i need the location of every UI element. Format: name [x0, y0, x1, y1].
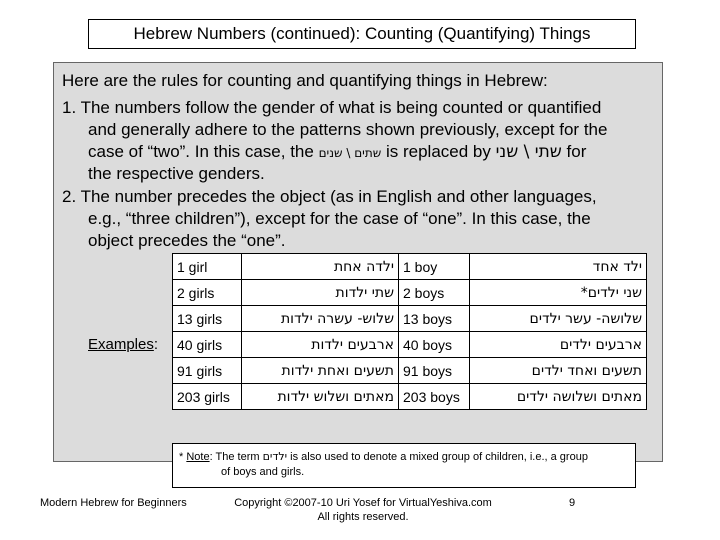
hebrew-two-old: שתים \ שנים [318, 146, 382, 160]
example-row [173, 280, 647, 306]
note-label: Note [186, 451, 210, 463]
examples-label: Examples: [88, 336, 159, 353]
example-row [173, 254, 647, 280]
note-line1: * Note: The term ילדים is also used to denote a mixed group of children, i.e., a group [179, 450, 588, 463]
note-line2: of boys and girls. [221, 466, 305, 478]
example-english-masculine: 203 boys [399, 384, 470, 410]
example-english-masculine: 2 boys [399, 280, 470, 306]
example-english-masculine: 1 boy [399, 254, 470, 280]
rule1-line1: 1. The numbers follow the gender of what is being counted or quantified [62, 98, 602, 117]
example-hebrew-masculine: ילד אחד [470, 254, 647, 280]
example-hebrew-masculine: תשעים ואחד ילדים [470, 358, 647, 384]
example-row [173, 358, 647, 384]
rule1-line3-a: case of “two”. In this case, the [88, 142, 314, 161]
rule1-line3-b: is replaced by [385, 142, 491, 161]
page-number: 9 [569, 497, 576, 509]
example-english-feminine: 1 girl [173, 254, 242, 280]
example-hebrew-masculine: ארבעים ילדים [470, 332, 647, 358]
note-box [172, 443, 636, 488]
example-english-feminine: 203 girls [173, 384, 242, 410]
intro-text: Here are the rules for counting and quantifying things in Hebrew: [62, 71, 548, 90]
example-english-masculine: 40 boys [399, 332, 470, 358]
footer-course: Modern Hebrew for Beginners [40, 497, 187, 509]
example-hebrew-masculine: שלושה- עשר ילדים [470, 306, 647, 332]
note-hebrew-word: ילדים [262, 450, 288, 463]
rule1-line4: the respective genders. [88, 164, 265, 183]
example-hebrew-masculine: מאתים ושלושה ילדים [470, 384, 647, 410]
example-english-feminine: 2 girls [173, 280, 242, 306]
example-english-feminine: 40 girls [173, 332, 242, 358]
rule1-line2: and generally adhere to the patterns shown previously, except for the [88, 120, 608, 139]
hebrew-two-new: שתי \ שני [495, 142, 562, 162]
example-hebrew-feminine: תשעים ואחת ילדות [242, 358, 399, 384]
examples-table [172, 253, 647, 410]
example-hebrew-masculine: שני ילדים* [470, 280, 647, 306]
example-hebrew-feminine: שלוש- עשרה ילדות [242, 306, 399, 332]
example-row [173, 306, 647, 332]
example-row [173, 384, 647, 410]
example-english-feminine: 91 girls [173, 358, 242, 384]
rule2-line2: e.g., “three children”), except for the case of “one”. In this case, the [88, 209, 591, 228]
example-english-feminine: 13 girls [173, 306, 242, 332]
example-hebrew-feminine: ילדה אחת [242, 254, 399, 280]
rule1-line3-c: for [566, 142, 587, 161]
rule2-line1: 2. The number precedes the object (as in English and other languages, [62, 187, 597, 206]
footer-copyright: Copyright ©2007-10 Uri Yosef for VirtualYeshiva.com All rights reserved. [234, 497, 492, 523]
example-english-masculine: 91 boys [399, 358, 470, 384]
rule1-line3 [88, 141, 586, 164]
example-english-masculine: 13 boys [399, 306, 470, 332]
page-title: Hebrew Numbers (continued): Counting (Quantifying) Things [88, 19, 636, 49]
example-hebrew-feminine: ארבעים ילדות [242, 332, 399, 358]
example-row [173, 332, 647, 358]
rule2-line3: object precedes the “one”. [88, 231, 286, 250]
example-hebrew-feminine: שתי ילדות [242, 280, 399, 306]
example-hebrew-feminine: מאתים ושלוש ילדות [242, 384, 399, 410]
